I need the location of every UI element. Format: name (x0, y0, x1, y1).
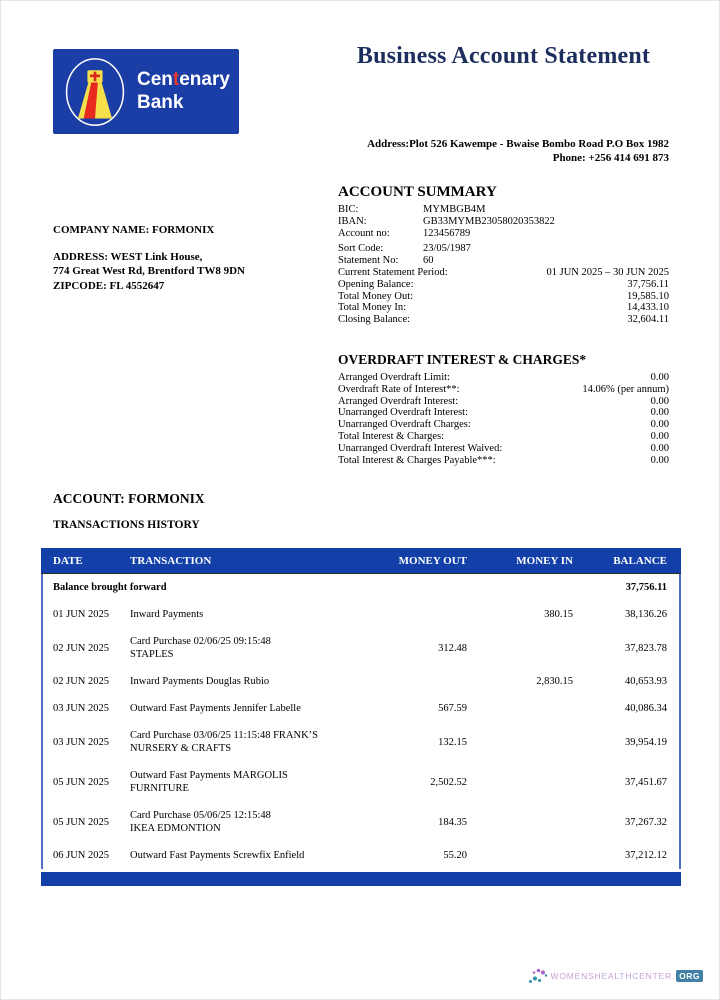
summary-total-label: Current Statement Period: (338, 266, 448, 278)
cell-transaction: Outward Fast Payments Jennifer Labelle (130, 703, 301, 714)
red-t-letter: t (172, 68, 180, 90)
cell-transaction: Outward Fast Payments Screwfix Enfield (130, 850, 305, 861)
summary-value: 123456789 (423, 227, 471, 239)
account-summary-totals (338, 267, 669, 326)
table-row (43, 802, 679, 842)
overdraft-row (338, 443, 669, 455)
cell-transaction: Card Purchase 03/06/25 11:15:48 FRANK’S NURSERY & CRAFTS (130, 730, 319, 754)
overdraft-heading: OVERDRAFT INTEREST & CHARGES* (338, 352, 587, 367)
cell-date: 03 JUN 2025 (53, 703, 110, 714)
column-header-transaction: TRANSACTION (130, 554, 212, 567)
account-summary-heading: ACCOUNT SUMMARY (338, 184, 497, 200)
summary-detail-row (338, 204, 669, 216)
summary-total-row (338, 314, 669, 326)
cell-date: 06 JUN 2025 (53, 850, 110, 861)
summary-total-value: 01 JUN 2025 – 30 JUN 2025 (546, 266, 669, 278)
cell-date: 03 JUN 2025 (53, 736, 110, 748)
bank-address-line: Address:Plot 526 Kawempe - Bwaise Bombo Road P.O Box 1982 (367, 138, 669, 150)
summary-detail-row (338, 255, 669, 267)
cell-date: 05 JUN 2025 (53, 776, 110, 788)
summary-total-label: Closing Balance: (338, 314, 411, 326)
overdraft-row (338, 419, 669, 431)
table-row (43, 628, 679, 668)
cell-money-out: 132.15 (438, 736, 467, 748)
overdraft-label: Total Interest & Charges Payable***: (338, 454, 496, 466)
transactions-table (41, 548, 681, 886)
overdraft-section (338, 352, 669, 466)
summary-value: MYMBGB4M (423, 204, 486, 215)
table-row (43, 695, 679, 722)
cell-date: 05 JUN 2025 (53, 816, 110, 828)
cell-balance: 37,756.11 (625, 582, 667, 593)
overdraft-row (338, 455, 669, 467)
table-row (43, 668, 679, 695)
table-row (43, 601, 679, 628)
cell-money-in: 380.15 (544, 609, 573, 620)
cell-transaction: Outward Fast Payments MARGOLIS FURNITURE (130, 770, 288, 794)
account-heading: ACCOUNT: FORMONIX (53, 491, 205, 506)
summary-total-value: 19,585.10 (627, 290, 669, 302)
company-name: COMPANY NAME: FORMONIX (53, 224, 215, 236)
table-row (43, 574, 679, 601)
cell-transaction: Card Purchase 05/06/25 12:15:48 IKEA EDMONTION (130, 810, 271, 834)
company-address-line2: 774 Great West Rd, Brentford TW8 9DN (53, 265, 245, 277)
summary-total-value: 32,604.11 (627, 314, 669, 326)
table-row (43, 842, 679, 869)
cell-money-out: 55.20 (443, 850, 467, 861)
column-header-money-out: MONEY OUT (398, 554, 467, 567)
cell-date: Balance brought forward (53, 582, 167, 593)
watermark-org-badge: ORG (676, 970, 703, 982)
overdraft-label: Overdraft Rate of Interest**: (338, 383, 460, 395)
summary-value: 23/05/1987 (423, 243, 471, 255)
summary-total-value: 14,433.10 (627, 302, 669, 314)
overdraft-rows (338, 372, 669, 466)
cell-transaction: Inward Payments Douglas Rubio (130, 676, 270, 687)
summary-detail-row (338, 216, 669, 228)
summary-label: BIC: (338, 204, 359, 215)
overdraft-label: Unarranged Overdraft Interest: (338, 407, 469, 419)
summary-total-value: 37,756.11 (627, 278, 669, 290)
cell-balance: 37,212.12 (625, 850, 667, 861)
overdraft-value: 0.00 (650, 442, 669, 454)
column-header-money-in: MONEY IN (516, 554, 573, 567)
overdraft-label: Arranged Overdraft Interest: (338, 395, 459, 407)
table-row (43, 762, 679, 802)
summary-label: Account no: (338, 227, 390, 239)
summary-total-row (338, 291, 669, 303)
page-title: Business Account Statement (356, 43, 651, 69)
summary-total-label: Opening Balance: (338, 278, 414, 290)
summary-label: Sort Code: (338, 243, 384, 255)
overdraft-row (338, 384, 669, 396)
overdraft-value: 0.00 (650, 454, 669, 466)
overdraft-label: Unarranged Overdraft Charges: (338, 419, 471, 431)
account-summary-section (338, 184, 669, 326)
cell-date: 02 JUN 2025 (53, 676, 110, 687)
summary-total-label: Total Money In: (338, 302, 407, 314)
transactions-table-header (41, 548, 681, 574)
transactions-history-heading: TRANSACTIONS HISTORY (53, 519, 200, 531)
bank-logo (53, 49, 239, 134)
company-info-block (53, 223, 333, 293)
account-summary-details (338, 204, 669, 267)
overdraft-label: Total Interest & Charges: (338, 430, 445, 442)
watermark (528, 967, 703, 985)
overdraft-row (338, 396, 669, 408)
overdraft-row (338, 407, 669, 419)
cell-balance: 40,086.34 (625, 703, 667, 714)
overdraft-value: 0.00 (650, 395, 669, 407)
summary-total-row (338, 279, 669, 291)
summary-value: 60 (423, 255, 434, 267)
summary-value: GB33MYMB23058020353822 (423, 215, 555, 227)
overdraft-row (338, 372, 669, 384)
column-header-balance: BALANCE (613, 554, 667, 567)
table-bottom-bar (41, 872, 681, 886)
summary-detail-row (338, 243, 669, 255)
cell-transaction: Inward Payments (130, 609, 204, 620)
cell-money-out: 312.48 (438, 642, 467, 654)
cell-date: 01 JUN 2025 (53, 609, 110, 620)
watermark-dots-icon (528, 967, 548, 985)
cell-balance: 38,136.26 (625, 609, 667, 620)
cell-money-out: 2,502.52 (430, 776, 467, 788)
cell-balance: 40,653.93 (625, 676, 667, 687)
cell-transaction: Card Purchase 02/06/25 09:15:48 STAPLES (130, 636, 271, 660)
overdraft-row (338, 431, 669, 443)
overdraft-value: 14.06% (per annum) (582, 383, 669, 395)
cell-balance: 39,954.19 (625, 736, 667, 748)
cell-date: 02 JUN 2025 (53, 642, 110, 654)
cell-money-out: 567.59 (438, 703, 467, 714)
overdraft-value: 0.00 (650, 430, 669, 442)
overdraft-label: Arranged Overdraft Limit: (338, 372, 450, 383)
bank-emblem-icon (59, 54, 131, 130)
column-header-date: DATE (53, 554, 83, 567)
cell-balance: 37,451.67 (625, 776, 667, 788)
summary-total-row (338, 267, 669, 279)
bank-logo-text (137, 69, 230, 115)
company-address-line1: ADDRESS: WEST Link House, (53, 250, 203, 263)
bank-name-line2: Bank (137, 91, 184, 113)
summary-label: Statement No: (338, 255, 399, 267)
bank-address-block (331, 137, 669, 165)
summary-total-row (338, 302, 669, 314)
overdraft-value: 0.00 (650, 407, 669, 419)
table-row (43, 722, 679, 762)
cell-money-in: 2,830.15 (536, 676, 573, 687)
cell-money-out: 184.35 (438, 816, 467, 828)
overdraft-value: 0.00 (650, 419, 669, 431)
summary-detail-row (338, 228, 669, 240)
watermark-text: WOMENSHEALTHCENTER. (550, 971, 676, 981)
transactions-table-body (41, 574, 681, 869)
cell-balance: 37,267.32 (625, 816, 667, 828)
bank-name-line1: Centenary (137, 68, 230, 90)
cell-balance: 37,823.78 (625, 642, 667, 654)
summary-label: IBAN: (338, 215, 367, 227)
company-zipcode: ZIPCODE: FL 4552647 (53, 279, 165, 292)
summary-total-label: Total Money Out: (338, 290, 414, 302)
overdraft-label: Unarranged Overdraft Interest Waived: (338, 442, 503, 454)
overdraft-value: 0.00 (650, 372, 669, 383)
bank-phone-line: Phone: +256 414 691 873 (552, 152, 669, 164)
